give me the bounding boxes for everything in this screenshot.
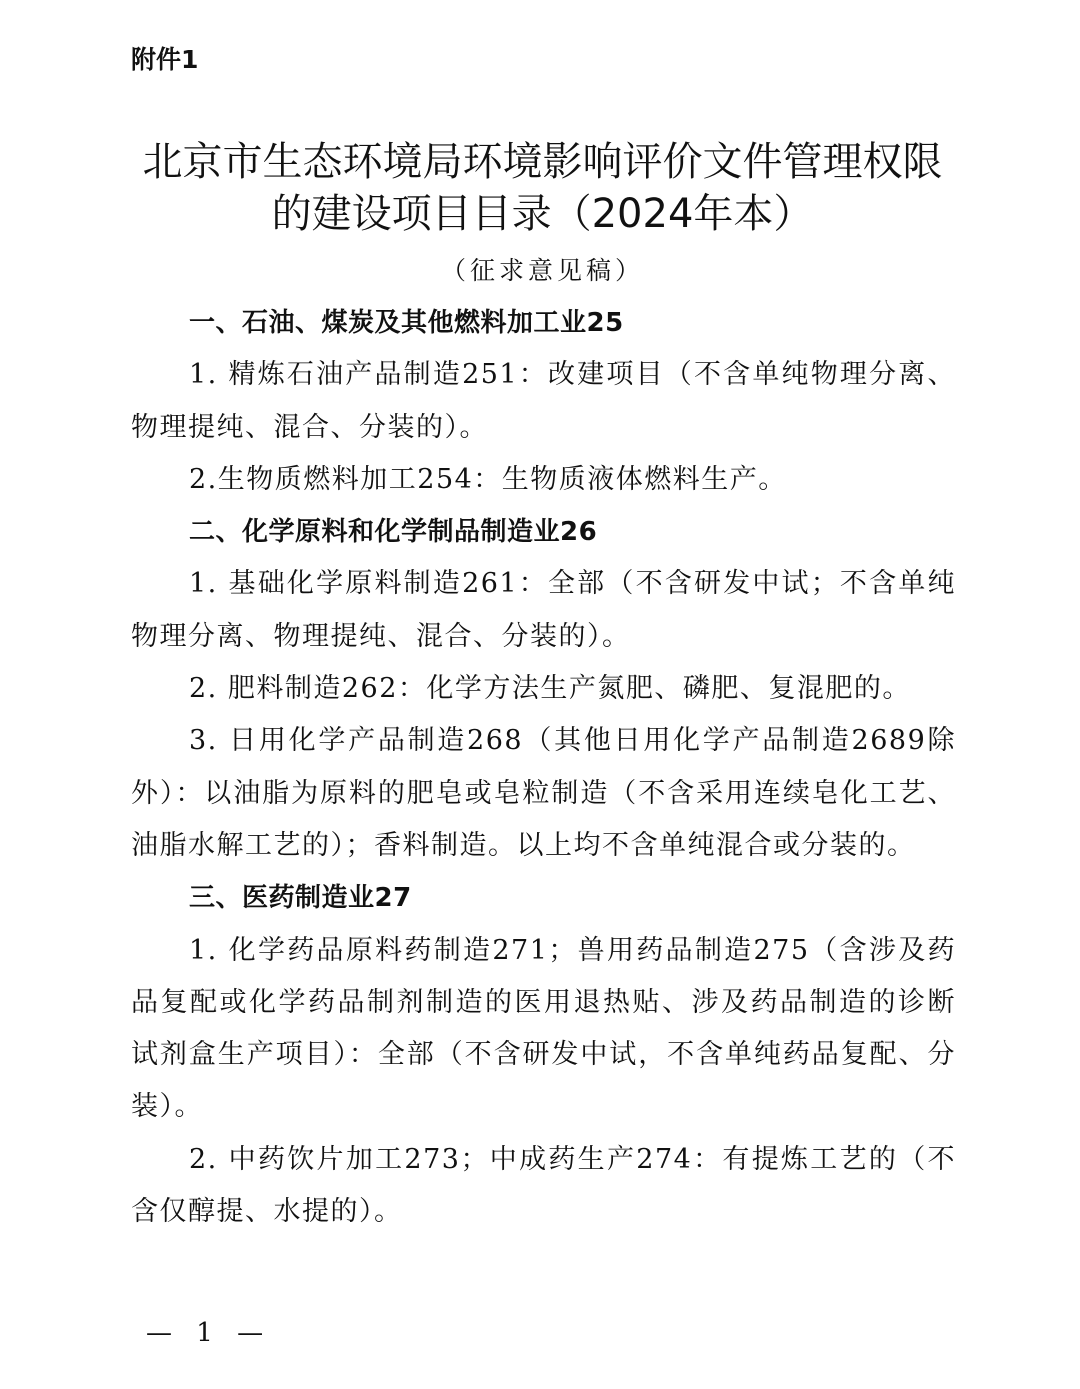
section-item: 2. 中药饮片加工273；中成药生产274：有提炼工艺的（不含仅醇提、水提的）。 (131, 1143, 956, 1228)
page-number: — 1 — (146, 1318, 272, 1348)
section-item: 1. 化学药品原料药制造271；兽用药品制造275（含涉及药品复配或化学药品制剂制造的医用退热贴、涉及药品制造的诊断试剂盒生产项目）：全部（不含研发中试，不含单纯药品复配、分装）。 (131, 934, 956, 1123)
document-body (131, 297, 956, 1238)
document-title-line-2: 的建设项目目录（2024年本） (271, 191, 814, 237)
section-heading-pharma: 三、医药制造业27 (189, 883, 412, 914)
draft-subtitle: （征求意见稿） (440, 256, 644, 285)
section-item: 2. 肥料制造262：化学方法生产氮肥、磷肥、复混肥的。 (189, 673, 911, 705)
attachment-label: 附件1 (131, 45, 199, 74)
section-item: 3. 日用化学产品制造268（其他日用化学产品制造2689除外）：以油脂为原料的肥皂或皂粒制造（不含采用连续皂化工艺、油脂水解工艺的）；香料制造。以上均不含单纯混合或分装的。 (131, 725, 956, 861)
section-heading-chemical: 二、化学原料和化学制品制造业26 (189, 517, 598, 548)
section-item: 2.生物质燃料加工254：生物质液体燃料生产。 (189, 463, 787, 495)
document-title-line-1: 北京市生态环境局环境影响评价文件管理权限 (142, 139, 943, 185)
section-item: 1. 精炼石油产品制造251：改建项目（不含单纯物理分离、物理提纯、混合、分装的）。 (131, 359, 956, 443)
section-heading-petroleum: 一、石油、煤炭及其他燃料加工业25 (189, 308, 624, 338)
section-item: 1. 基础化学原料制造261：全部（不含研发中试；不含单纯物理分离、物理提纯、混合、分装的）。 (131, 568, 956, 652)
